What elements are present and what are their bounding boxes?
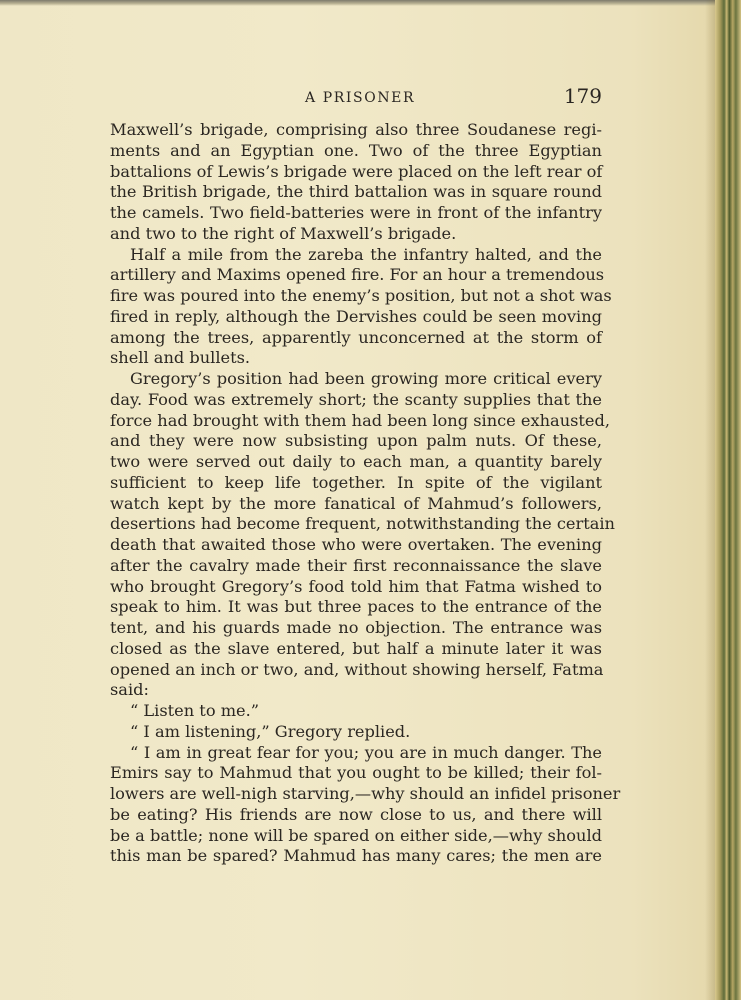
gutter-shadow <box>705 0 715 1000</box>
text-line: lowers are well-nigh starving,—why should an infidel prisoner <box>110 784 621 803</box>
book-binding-edge <box>715 0 741 1000</box>
text-line: artillery and Maxims opened fire. For an hour a tremendous <box>110 265 605 285</box>
text-line: opened an inch or two, and, without showing herself, Fatma <box>110 659 604 679</box>
text-line: and they were now subsisting upon palm nuts. Of these, <box>110 431 602 451</box>
text-line: the camels. Two field-batteries were in front of the infantry <box>110 203 602 222</box>
text-line: fired in reply, although the Dervishes could be seen moving <box>110 306 602 326</box>
text-line: this man be spared? Mahmud has many cares; the men are <box>110 846 602 866</box>
text-line: Maxwell’s brigade, comprising also three Soudanese regi- <box>110 120 602 139</box>
text-line: “ I am listening,” Gregory replied. <box>130 721 411 741</box>
text-line: be eating? His friends are now close to us, and there will <box>110 804 602 824</box>
text-line: tent, and his guards made no objection. The entrance was <box>110 618 602 637</box>
text-line: ments and an Egyptian one. Two of the three Egyptian <box>110 140 602 160</box>
text-line: fire was poured into the enemy’s position, but not a shot was <box>110 286 612 305</box>
text-line: “ I am in great fear for you; you are in much danger. The <box>130 742 602 762</box>
text-line: Gregory’s position had been growing more critical every <box>130 369 602 388</box>
page-top-edge <box>0 0 741 6</box>
text-line: Emirs say to Mahmud that you ought to be killed; their fol- <box>110 763 602 783</box>
text-line: who brought Gregory’s food told him that Fatma wished to <box>110 576 602 596</box>
text-line: battalions of Lewis’s brigade were placed on the left rear of <box>110 161 603 181</box>
text-line: sufficient to keep life together. In spite of the vigilant <box>110 472 602 492</box>
text-line: speak to him. It was but three paces to the entrance of the <box>110 597 602 617</box>
text-line: desertions had become frequent, notwithstanding the certain <box>110 514 615 534</box>
text-line: force had brought with them had been long since exhausted, <box>110 410 611 430</box>
page-header <box>110 84 604 114</box>
text-line: among the trees, apparently unconcerned at the storm of <box>110 327 602 347</box>
text-line: shell and bullets. <box>110 348 251 368</box>
text-line: and two to the right of Maxwell’s brigade. <box>110 223 457 243</box>
text-line: after the cavalry made their first reconnaissance the slave <box>110 555 602 575</box>
text-line: watch kept by the more fanatical of Mahmud’s followers, <box>110 493 602 513</box>
text-line: death that awaited those who were overtaken. The evening <box>110 535 602 554</box>
page-number: 179 <box>563 84 602 108</box>
text-line: two were served out daily to each man, a quantity barely <box>110 452 602 471</box>
running-head: A PRISONER <box>305 90 416 106</box>
text-line: the British brigade, the third battalion was in square round <box>110 182 602 202</box>
body-text <box>110 120 621 867</box>
text-line: Half a mile from the zareba the infantry halted, and the <box>130 244 602 264</box>
text-line: day. Food was extremely short; the scanty supplies that the <box>110 389 602 409</box>
text-line: closed as the slave entered, but half a minute later it was <box>110 638 602 658</box>
text-line: be a battle; none will be spared on either side,—why should <box>110 825 602 845</box>
text-line: “ Listen to me.” <box>130 701 260 720</box>
text-line: said: <box>110 680 149 700</box>
